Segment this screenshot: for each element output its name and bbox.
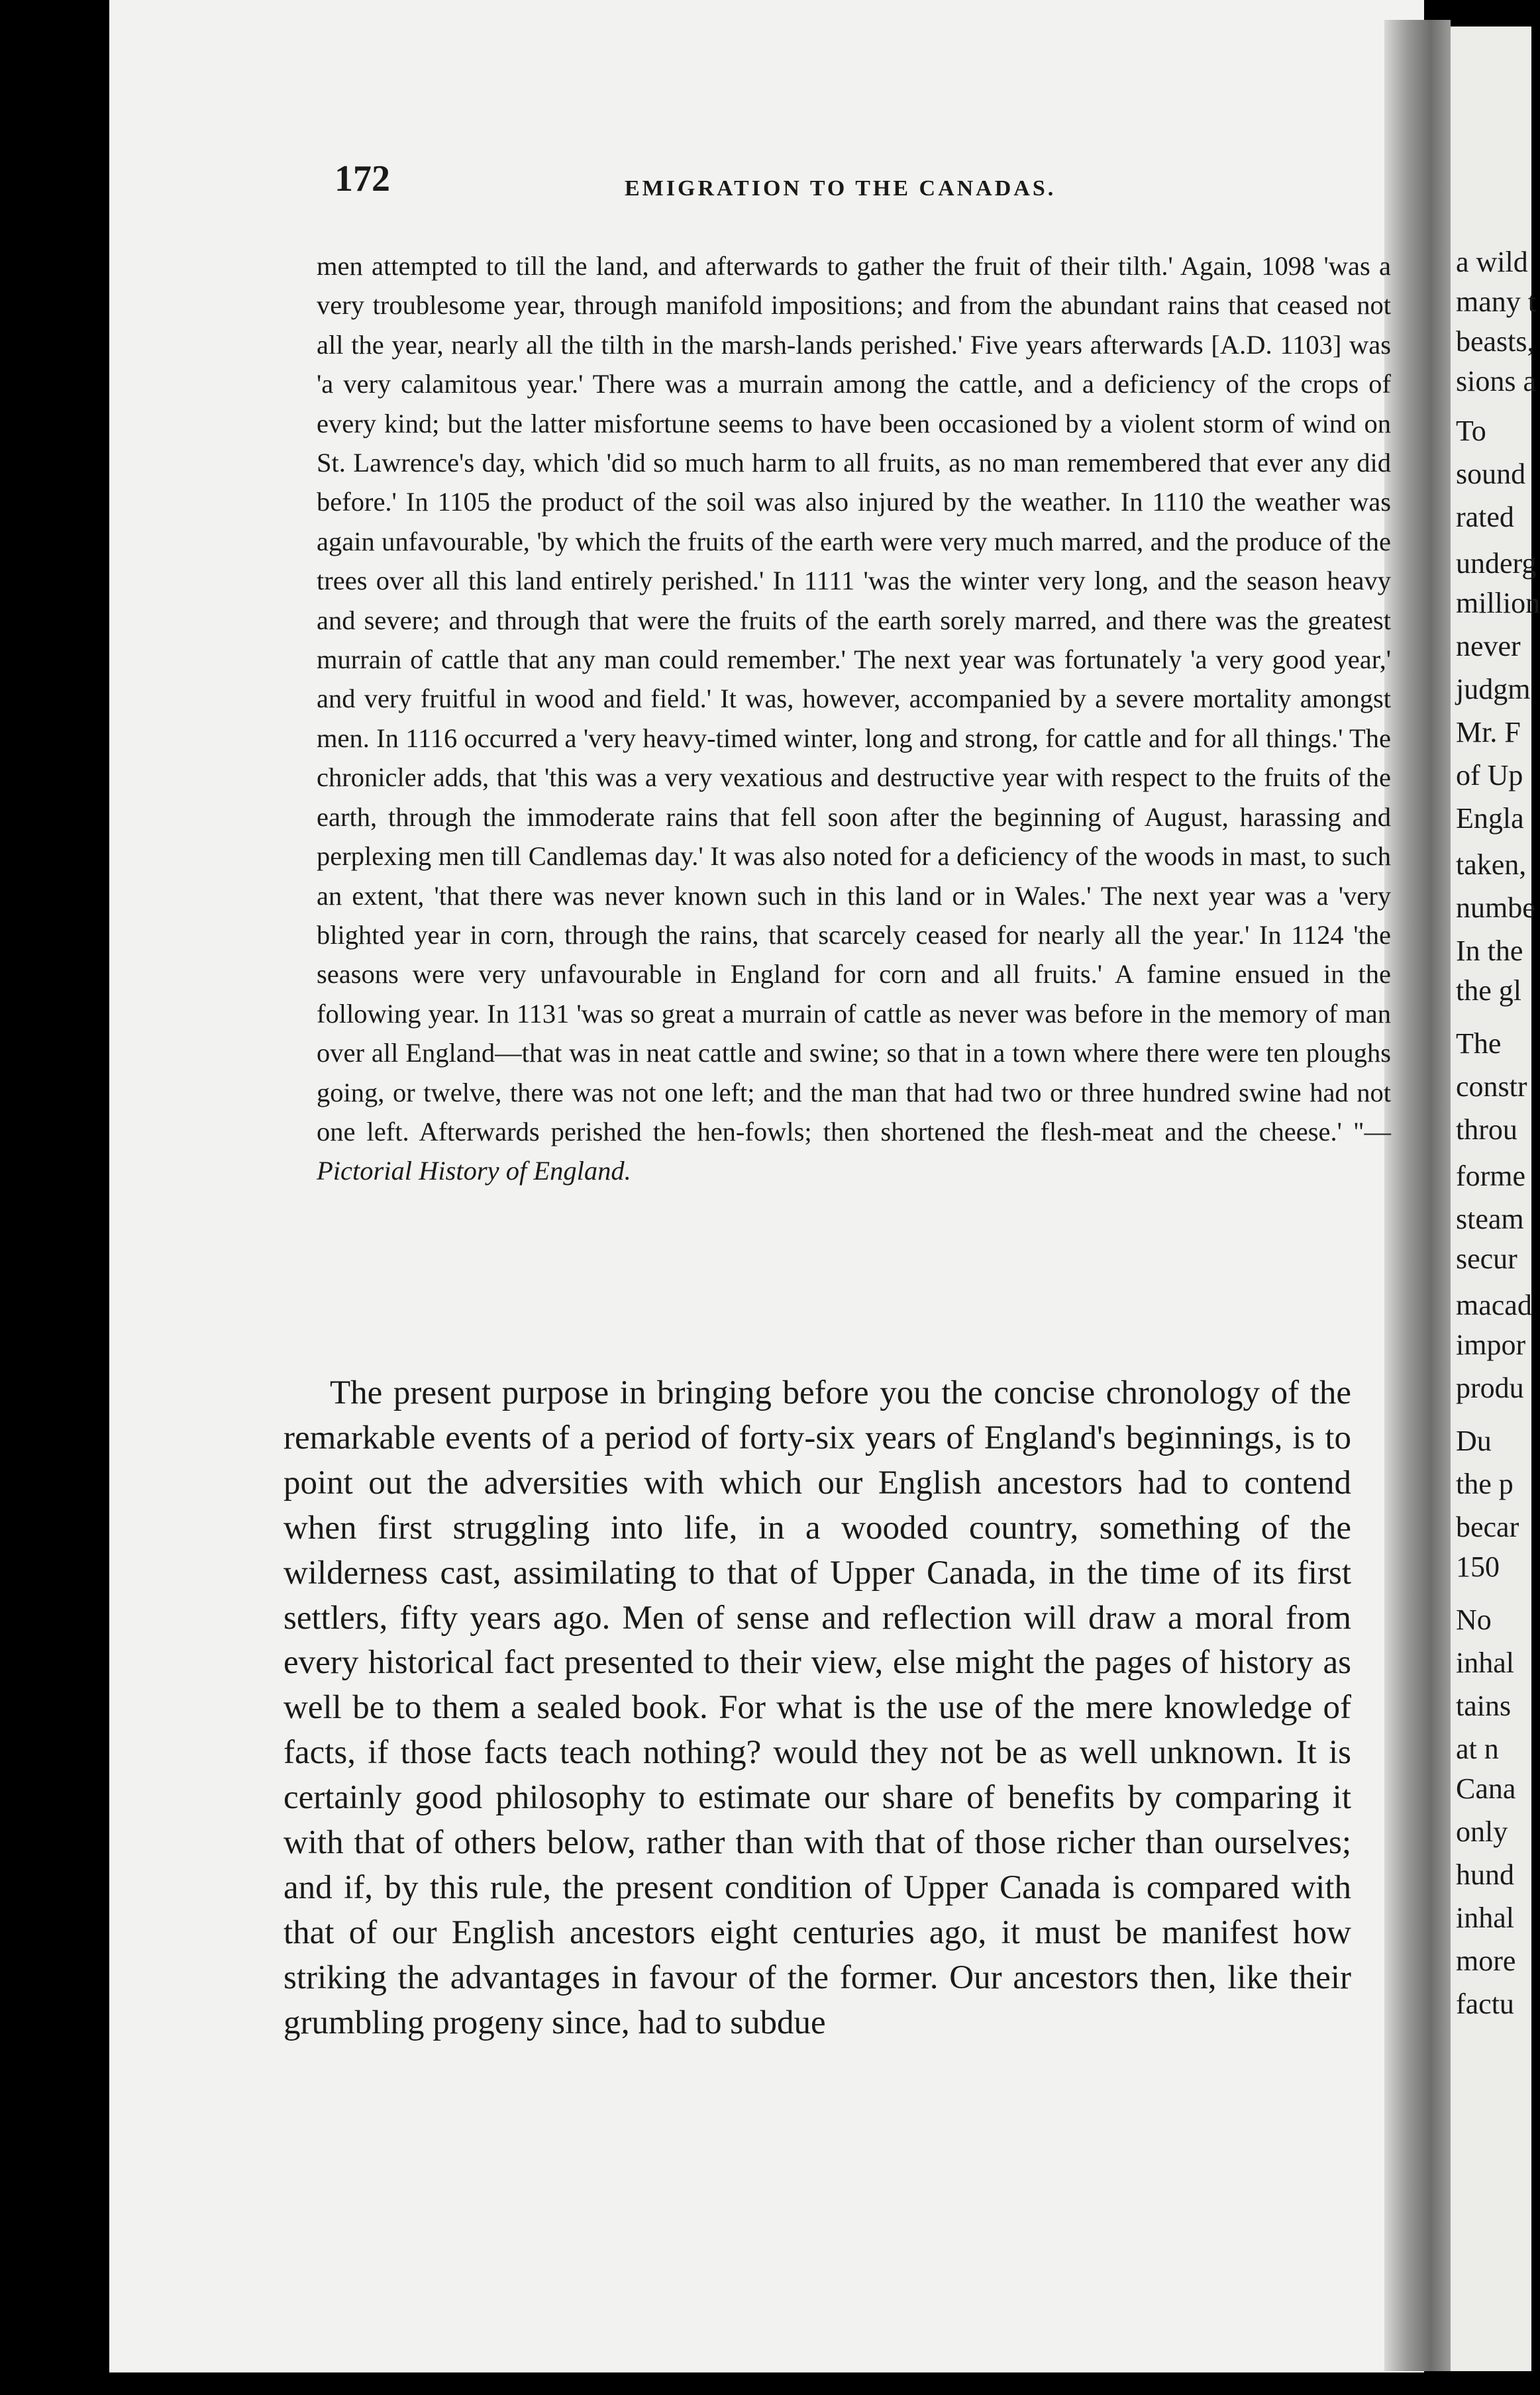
facing-line: In the — [1456, 935, 1523, 967]
facing-line: the p — [1456, 1468, 1514, 1500]
facing-line: judgm — [1456, 673, 1531, 705]
facing-line: many t — [1456, 285, 1536, 318]
facing-line: throu — [1456, 1113, 1517, 1146]
facing-line: macad — [1456, 1289, 1532, 1321]
facing-line: constr — [1456, 1070, 1527, 1103]
facing-line: million — [1456, 587, 1540, 619]
facing-line: of Up — [1456, 759, 1523, 791]
facing-line: underg — [1456, 547, 1537, 580]
facing-line: at n — [1456, 1733, 1499, 1765]
facing-line: more — [1456, 1945, 1516, 1977]
body-passage — [283, 1371, 1351, 2046]
facing-line: steam — [1456, 1203, 1524, 1235]
page-header — [334, 158, 1262, 217]
facing-line: inhal — [1456, 1902, 1514, 1934]
quote-source: Pictorial History of England. — [317, 1156, 631, 1186]
facing-line: tains — [1456, 1690, 1512, 1722]
facing-line: becar — [1456, 1511, 1519, 1543]
facing-line: produ — [1456, 1372, 1524, 1404]
quoted-passage — [317, 246, 1391, 1191]
facing-line: impor — [1456, 1329, 1526, 1361]
facing-line: To — [1456, 415, 1486, 447]
facing-line: No — [1456, 1604, 1492, 1636]
facing-line: sound — [1456, 458, 1526, 490]
facing-line: a wild — [1456, 246, 1528, 278]
facing-line: Engla — [1456, 802, 1524, 835]
facing-line: The — [1456, 1027, 1502, 1060]
facing-line: sions a — [1456, 365, 1536, 397]
page-number: 172 — [334, 158, 390, 199]
running-head: EMIGRATION TO THE CANADAS. — [625, 176, 1056, 201]
facing-line: 150 — [1456, 1551, 1500, 1583]
facing-line: Du — [1456, 1425, 1492, 1457]
body-paragraph: The present purpose in bringing before you the concise chronology of the remarkable events of a period of forty-six years of England's beginnings, is to point out the adversities with which our English ancestors had to contend when first struggling into life, in a wooded country, something of the wilderness cast, assimilating to that of Upper Canada, in the time of its first settlers, fifty years ago. Men of sense and reflection will draw a moral from every historical fact presented to their view, else might the pages of history as well be to them a sealed book. For what is the use of the mere knowledge of facts, if those facts teach nothing? would they not be as well unknown. It is certainly good philosophy to estimate our share of benefits by comparing it with that of others below, rather than with that of those richer than ourselves; and if, by this rule, the present condition of Upper Canada is compared with that of our English ancestors eight centuries ago, it must be manifest how striking the advantages in favour of the former. Our ancestors then, like their grumbling progeny since, had to subdue — [283, 1374, 1351, 2041]
facing-line: factu — [1456, 1988, 1514, 2020]
quote-text: men attempted to till the land, and afterwards to gather the fruit of their tilth.' Again, 1098 'was a very troublesome year, through manifold impositions; and from the abundant rains that ceased not all the year, nearly all the tilth in the marsh-lands perished.' Five years afterwards [A.D. 1103] was 'a very calamitous year.' There was a murrain among the cattle, and a deficiency of the crops of every kind; but the latter misfortune seems to have been occasioned by a violent storm of wind on St. Lawrence's day, which 'did so much harm to all fruits, as no man remembered that ever any did before.' In 1105 the product of the soil was also injured by the weather. In 1110 the weather was again unfavourable, 'by which the fruits of the earth were very much marred, and the produce of the trees over all this land entirely perished.' In 1111 'was the winter very long, and the season heavy and severe; and through that were the fruits of the earth sorely marred, and there was the greatest murrain of cattle that any man could remember.' The next year was fortunately 'a very good year,' and very fruitful in wood and field.' It was, however, accompanied by a severe mortality amongst men. In 1116 occurred a 'very heavy-timed winter, long and strong, for cattle and for all things.' The chronicler adds, that 'this was a very vexatious and destructive year with respect to the fruits of the earth, through the immoderate rains that fell soon after the beginning of August, harassing and perplexing men till Candlemas day.' It was also noted for a deficiency of the woods in mast, to such an extent, 'that there was never known such in this land or in Wales.' The next year was a 'very blighted year in corn, through the rains, that scarcely ceased for nearly all the year.' In 1124 'the seasons were very unfavourable in England for corn and all fruits.' A famine ensued in the following year. In 1131 'was so great a murrain of cattle as never was before in the memory of man over all England—that was in neat cattle and swine; so that in a town where there were ten ploughs going, or twelve, there was not one left; and the man that had two or three hundred swine had not one left. Afterwards perished the hen-fowls; then shortened the flesh-meat and the cheese.' "— — [317, 251, 1391, 1147]
facing-line: rated — [1456, 501, 1514, 533]
facing-line: never — [1456, 630, 1521, 662]
facing-line: Mr. F — [1456, 716, 1521, 748]
book-gutter — [1384, 20, 1451, 2371]
book-page-right-edge — [1451, 26, 1540, 2371]
facing-line: taken, — [1456, 848, 1527, 881]
facing-line: beasts, — [1456, 325, 1535, 358]
facing-line: Cana — [1456, 1772, 1516, 1805]
facing-line: hund — [1456, 1859, 1514, 1891]
facing-line: the gl — [1456, 974, 1521, 1007]
quote-paragraph — [317, 246, 1391, 1191]
facing-line: inhal — [1456, 1647, 1514, 1679]
facing-line: forme — [1456, 1160, 1526, 1192]
facing-line: only — [1456, 1815, 1508, 1848]
facing-line: secur — [1456, 1243, 1517, 1275]
facing-line: numbe — [1456, 892, 1535, 924]
